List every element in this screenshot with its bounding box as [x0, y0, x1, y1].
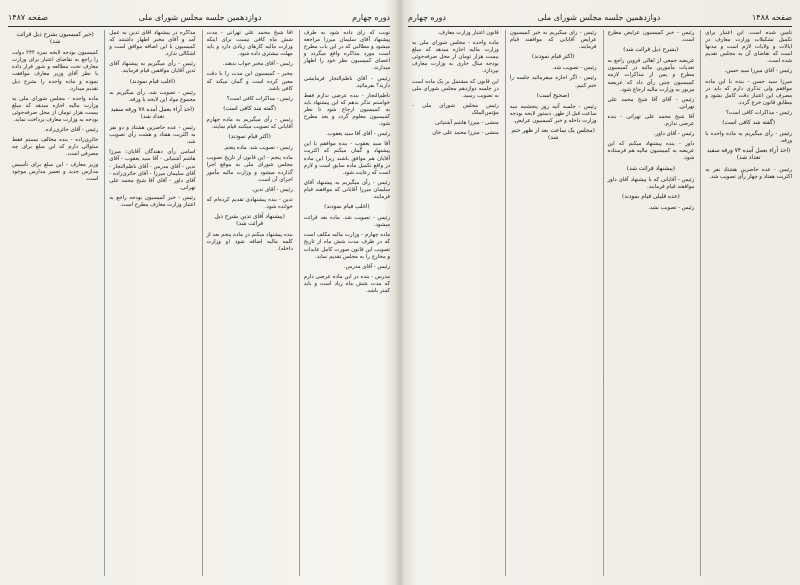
paragraph: ماده واحده - مجلس شورای ملی به وزارت مالیه اجازه میدهد که مبلغ بیست هزار تومان از محل صرفه‌جوئی بودجه سال جاری به وزارت معارف بپردازد.: [412, 40, 499, 75]
paragraph: رئیس - عده حاضرین هشتاد و دو نفر به اکثریت هفتاد و هشت رأی تصویب شد.: [109, 125, 196, 146]
paragraph: رئیس - تصویب شد.: [552, 65, 597, 72]
paragraph: رئیس - آقای حائری‌زاده.: [44, 127, 99, 134]
paragraph: رئیس - تصویب شد. ماده بعد قرائت میشود.: [303, 215, 390, 229]
paragraph: نوبت که رأی داده شود به طرف پیشنهاد آقای سلیمان میرزا مراجعه میشود و مطالبی که در این باب مطرح است مورد مذاکره واقع میگردد و اعضای کمیسیون نظر خود را اظهار میدارند.: [303, 30, 390, 72]
paragraph: رئیس مجلس شورای ملی - مؤتمن‌الملک: [412, 102, 499, 116]
paragraph: رئیس - آقای آقا شیخ محمد علی تهرانی.: [607, 96, 695, 110]
paragraph: ماده چهارم - وزارت مالیه مکلف است که در ظرف مدت شش ماه از تاریخ تصویب این قانون صورت کامل عایدات و مخارج را به مجلس تقدیم نماید.: [303, 232, 390, 260]
paragraph: اسامی رأی دهندگان آقایان: میرزا هاشم آشتیانی - آقا سید یعقوب - آقای تدین - آقای مدرس - آقای ناظم‌التجار - آقای سلیمان میرزا - آقای حائری‌زاده - آقای داور - آقای آقا شیخ محمد علی تهرانی.: [109, 149, 196, 191]
paragraph: (عده قلیلی قیام نمودند): [621, 193, 680, 200]
paragraph: رئیس - آقایانی که با پیشنهاد آقای داور موافقند قیام فرمایند.: [607, 176, 695, 190]
paragraph: (اخذ آراء بعمل آمده ۷۸ ورقه سفید تعداد شد): [110, 106, 195, 120]
paragraph: رئیس - اگر اجازه میفرمائید جلسه را ختم کنیم.: [509, 75, 597, 89]
paragraph: عریضه جمعی از اهالی قزوین راجع به تعدیات مأمورین مالیه در کمیسیون مطرح و پس از مذاکرات لازمه کمیسیون چنین رأی داد که عریضه مزبور به وزارت مالیه ارجاع شود.: [607, 58, 695, 93]
left-page: [8, 8, 390, 576]
paragraph: رئیس - رأی میگیریم به پیشنهاد آقای سلیمان میرزا آقایانی که موافقند قیام فرمایند.: [303, 179, 390, 200]
right-header-right: صفحه ۱۴۸۸: [751, 12, 792, 22]
text-column: [505, 30, 597, 576]
paragraph: منشی - میرزا محمد علی خان: [432, 130, 499, 137]
paragraph: رئیس - مذاکرات کافی است؟: [725, 109, 792, 116]
paragraph: (گفته شد کافی است): [223, 105, 277, 112]
text-column: [8, 30, 98, 576]
paragraph: رئیس - خبر کمیسیون بودجه راجع به اعتبار وزارت معارف مطرح است.: [109, 194, 196, 208]
paragraph: داور - بنده پیشنهاد میکنم که این عریضه به کمیسیون مالیه هم فرستاده شود.: [607, 141, 695, 162]
paragraph: ماده پنجم - این قانون از تاریخ تصویب مجلس شورای ملی به موقع اجرا گذارده میشود و وزارت مالیه مأمور اجرای آن است.: [206, 155, 293, 183]
paragraph: رئیس - آقای ناظم‌التجار فرمایشی دارید؟ بفرمائید.: [303, 75, 390, 89]
paragraph: رئیس - خبر کمیسیون عرایض مطرح است.: [607, 30, 695, 44]
right-page-header: [408, 8, 792, 27]
paragraph: رئیس - عده حاضرین هشتاد نفر به اکثریت هفتاد و چهار رأی تصویب شد.: [705, 166, 792, 180]
paragraph: کمیسیون بودجه لایحه نمره ۲۳۴ دولت را راجع به تقاضای اعتبار برای وزارت معارف تحت مطالعه و شور قرار داده با نظر آقای وزیر معارف موافقت نموده و ماده واحده را بشرح ذیل تقدیم میدارد.: [12, 50, 99, 92]
paragraph: منشی - میرزا هاشم آشتیانی: [435, 120, 499, 127]
page-gutter: [394, 0, 406, 585]
paragraph: مدرس - بنده در این ماده عرضی دارم که مدت شش ماه زیاد است و باید کمتر باشد.: [303, 273, 390, 294]
paragraph: رئیس - رأی میگیریم به خبر کمیسیون عرایض آقایانی که موافقند قیام فرمایند.: [509, 30, 597, 51]
paragraph: مذاکره در پیشنهاد آقای تدین به عمل آمد و آقای مخبر اظهار داشتند که کمیسیون با این اضافه موافق است و اشکالی ندارد.: [109, 30, 196, 58]
paragraph: رئیس - آقای آقا سید یعقوب.: [325, 131, 390, 138]
text-column: [603, 30, 695, 576]
paragraph: آقا شیخ محمد علی تهرانی - مدت شش ماه کافی نیست برای اینکه وزارت مالیه کارهای زیادی دارد و باید مهلت بیشتری داده شود.: [206, 30, 293, 58]
paragraph: رئیس - رأی میگیریم به پیشنهاد آقای تدین آقایان موافقین قیام فرمایند.: [109, 61, 196, 75]
paragraph: رئیس - رأی میگیریم به ماده چهارم آقایانی که تصویب میکنند قیام نمایند.: [206, 116, 293, 131]
paragraph: رئیس - رأی میگیریم به ماده واحده با ورقه.: [705, 131, 792, 145]
right-header-left: دوره چهارم: [408, 12, 446, 22]
paragraph: میرزا سید حسن - بنده با این ماده موافقم ولی تذکری دارم که باید در مصرف این اعتبار دقت کامل بشود و مطابق قانون خرج گردد.: [705, 78, 792, 106]
paragraph: این قانون که مشتمل بر یک ماده است در جلسه دوازدهم مجلس شورای ملی به تصویب رسید.: [412, 78, 499, 99]
paragraph: آقا شیخ محمد علی تهرانی - بنده عرضی ندارم.: [607, 113, 695, 128]
paragraph: (پیشنهاد آقای تدین بشرح ذیل قرائت شد): [214, 213, 285, 228]
paragraph: قانون اعتبار وزارت معارف.: [437, 30, 499, 36]
right-header-center: دوازدهمین جلسه مجلس شورای ملی: [537, 12, 661, 22]
paragraph: ماده واحده - مجلس شورای ملی به وزارت مالیه اجازه میدهد که مبلغ بیست هزار تومان از محل صرفه‌جوئی بودجه به وزارت معارف پرداخت نماید.: [12, 95, 99, 124]
paragraph: آقا سید یعقوب - بنده موافقم با این پیشنهاد و گمان میکنم که اکثریت آقایان هم موافق باشند زیرا این ماده در واقع تکمیل ماده سابق است و لازم است که رعایت شود.: [303, 141, 390, 176]
paragraph: (بشرح ذیل قرائت شد): [623, 47, 679, 54]
paragraph: (اکثر قیام نمودند): [531, 54, 575, 61]
paragraph: ناظم‌التجار - بنده عرضی ندارم فقط خواستم تذکر بدهم که این پیشنهاد باید به کمیسیون ارجاع شود تا نظر کمیسیون معلوم گردد و بعد مطرح شود.: [303, 92, 390, 128]
paragraph: حائری‌زاده - بنده مخالف نیستم فقط سئوالی دارم که این مبلغ برای چه مصرفی است.: [12, 137, 99, 158]
paragraph: (اغلب قیام نمودند): [129, 78, 176, 85]
paragraph: (اخذ آراء بعمل آمده ۷۴ ورقه سفید تعداد شد): [706, 148, 791, 162]
paragraph: رئیس - تصویب شد. ماده پنجم.: [223, 145, 293, 152]
paragraph: (صحیح است): [536, 92, 570, 99]
left-header-left: صفحه ۱۴۸۷: [8, 12, 49, 22]
left-page-header: [8, 8, 390, 27]
paragraph: رئیس - تصویب شد. رأی میگیریم به مجموع مواد این لایحه با ورقه.: [109, 89, 196, 103]
paragraph: وزیر معارف - این مبلغ برای تأسیس مدارس جدید و تعمیر مدارس موجود است.: [12, 161, 99, 182]
text-column: [299, 30, 390, 576]
left-header-right: دوره چهارم: [352, 12, 390, 22]
paragraph: بنده پیشنهاد میکنم در ماده پنجم بعد از کلمه مالیه اضافه شود (و وزارت داخله).: [206, 232, 293, 253]
paragraph: (پیشنهاد قرائت شد): [626, 165, 676, 172]
paragraph: تدین - بنده پیشنهادی تقدیم کرده‌ام که خوانده شود.: [206, 196, 293, 210]
right-page: [408, 8, 792, 576]
paragraph: تأمین شده است. این اعتبار برای تکمیل تشکیلات وزارت معارف در ایالات و ولایات لازم است و مدتها است که تقاضای آن به مجلس تقدیم شده است.: [705, 30, 792, 65]
paragraph: مخبر - کمیسیون این مدت را با دقت معین کرده است و گمان میکند که کافی باشد.: [206, 71, 293, 92]
paragraph: (مجلس یک ساعت بعد از ظهر ختم شد): [511, 128, 595, 142]
left-header-center: دوازدهمین جلسه مجلس شورای ملی: [138, 12, 262, 22]
paragraph: رئیس - آقای تدین.: [251, 186, 293, 193]
left-page-columns: [8, 30, 390, 576]
paragraph: رئیس - آقای مخبر جواب بدهند.: [222, 61, 293, 68]
paragraph: رئیس - آقای مدرس.: [343, 263, 390, 270]
paragraph: رئیس - جلسه آتیه روز پنجشنبه سه ساعت قبل از ظهر. دستور لایحه بودجه وزارت داخله و خبر کمیسیون عرایض.: [509, 103, 597, 124]
paragraph: (خبر کمیسیون بشرح ذیل قرائت شد): [16, 32, 94, 46]
paragraph: رئیس - مذاکرات کافی است؟: [226, 95, 293, 102]
paragraph: (اغلب قیام نمودند): [324, 204, 370, 211]
paragraph: رئیس - تصویب نشد.: [648, 204, 695, 211]
text-column: [700, 30, 792, 576]
text-column: [104, 30, 195, 576]
right-page-columns: [408, 30, 792, 576]
paragraph: (گفته شد کافی است): [722, 120, 776, 127]
text-column: [202, 30, 293, 576]
text-column: [408, 30, 499, 576]
paragraph: (اکثر قیام نمودند): [228, 134, 271, 141]
paragraph: رئیس - آقای میرزا سید حسن.: [724, 68, 792, 75]
paragraph: رئیس - آقای داور.: [653, 131, 695, 138]
